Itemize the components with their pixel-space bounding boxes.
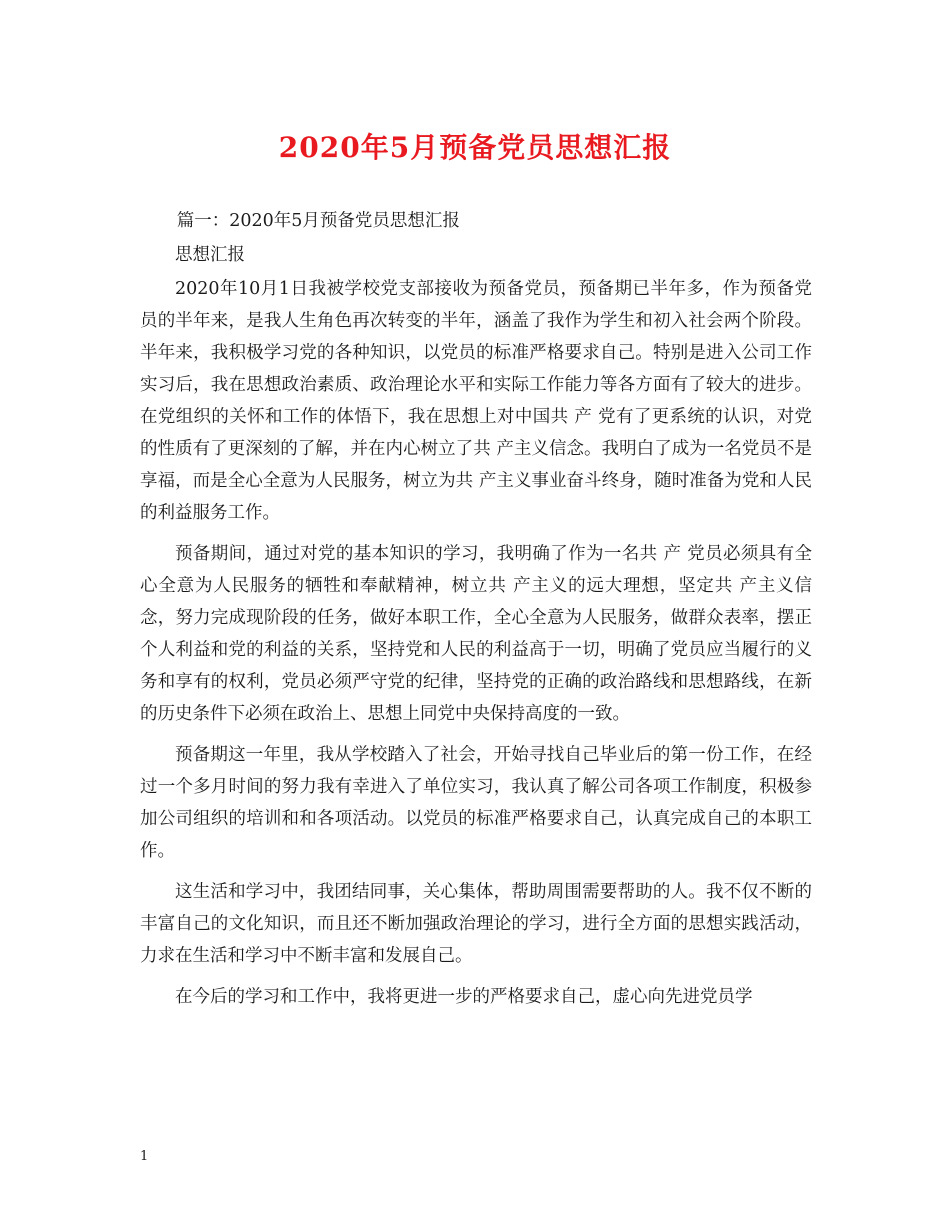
section-heading: 篇一：2020年5月预备党员思想汇报: [176, 211, 460, 231]
body-paragraph: 2020年10月1日我被学校党支部接收为预备党员，预备期已半年多，作为预备党员的半年来，是我人生角色再次转变的半年，涵盖了我作为学生和初入社会两个阶段。半年来，我积极学习党的各种知识，以党员的标准严格要求自己。特别是进入公司工作实习后，我在思想政治素质、政治理论水平和实际工作能力等各方面有了较大的进步。在党组织的关怀和工作的体悟下，我在思想上对中国共 产 党有了更系统的认识，对党的性质有了更深刻的了解，并在内心树立了共 产主义信念。我明白了成为一名党员不是享福，而是全心全意为人民服务，树立为共 产主义事业奋斗终身，随时准备为党和人民的利益服务工作。: [140, 279, 812, 523]
body-paragraph: 这生活和学习中，我团结同事，关心集体，帮助周围需要帮助的人。我不仅不断的丰富自己的文化知识，而且还不断加强政治理论的学习，进行全方面的思想实践活动，力求在生活和学习中不断丰富和发展自己。: [140, 882, 812, 966]
section-subheading: 思想汇报: [175, 245, 245, 265]
body-paragraph: 预备期这一年里，我从学校踏入了社会，开始寻找自己毕业后的第一份工作，在经过一个多月时间的努力我有幸进入了单位实习，我认真了解公司各项工作制度，积极参加公司组织的培训和和各项活动。以党员的标准严格要求自己，认真完成自己的本职工作。: [140, 745, 812, 861]
document-title: 2020年5月预备党员思想汇报: [278, 131, 672, 164]
document-body: [140, 205, 812, 1022]
body-paragraph: 在今后的学习和工作中，我将更进一步的严格要求自己，虚心向先进党员学: [175, 987, 753, 1007]
body-paragraph: 预备期间，通过对党的基本知识的学习，我明确了作为一名共 产 党员必须具有全心全意为人民服务的牺牲和奉献精神，树立共 产主义的远大理想，坚定共 产主义信念，努力完成现阶段的任务，做好本职工作，全心全意为人民服务，做群众表率，摆正个人利益和党的利益的关系，坚持党和人民的利益高于一切，明确了党员应当履行的义务和享有的权利，党员必须严守党的纪律，坚持党的正确的政治路线和思想路线，在新的历史条件下必须在政治上、思想上同党中央保持高度的一致。: [140, 544, 812, 724]
page-number: 1: [140, 1149, 149, 1164]
